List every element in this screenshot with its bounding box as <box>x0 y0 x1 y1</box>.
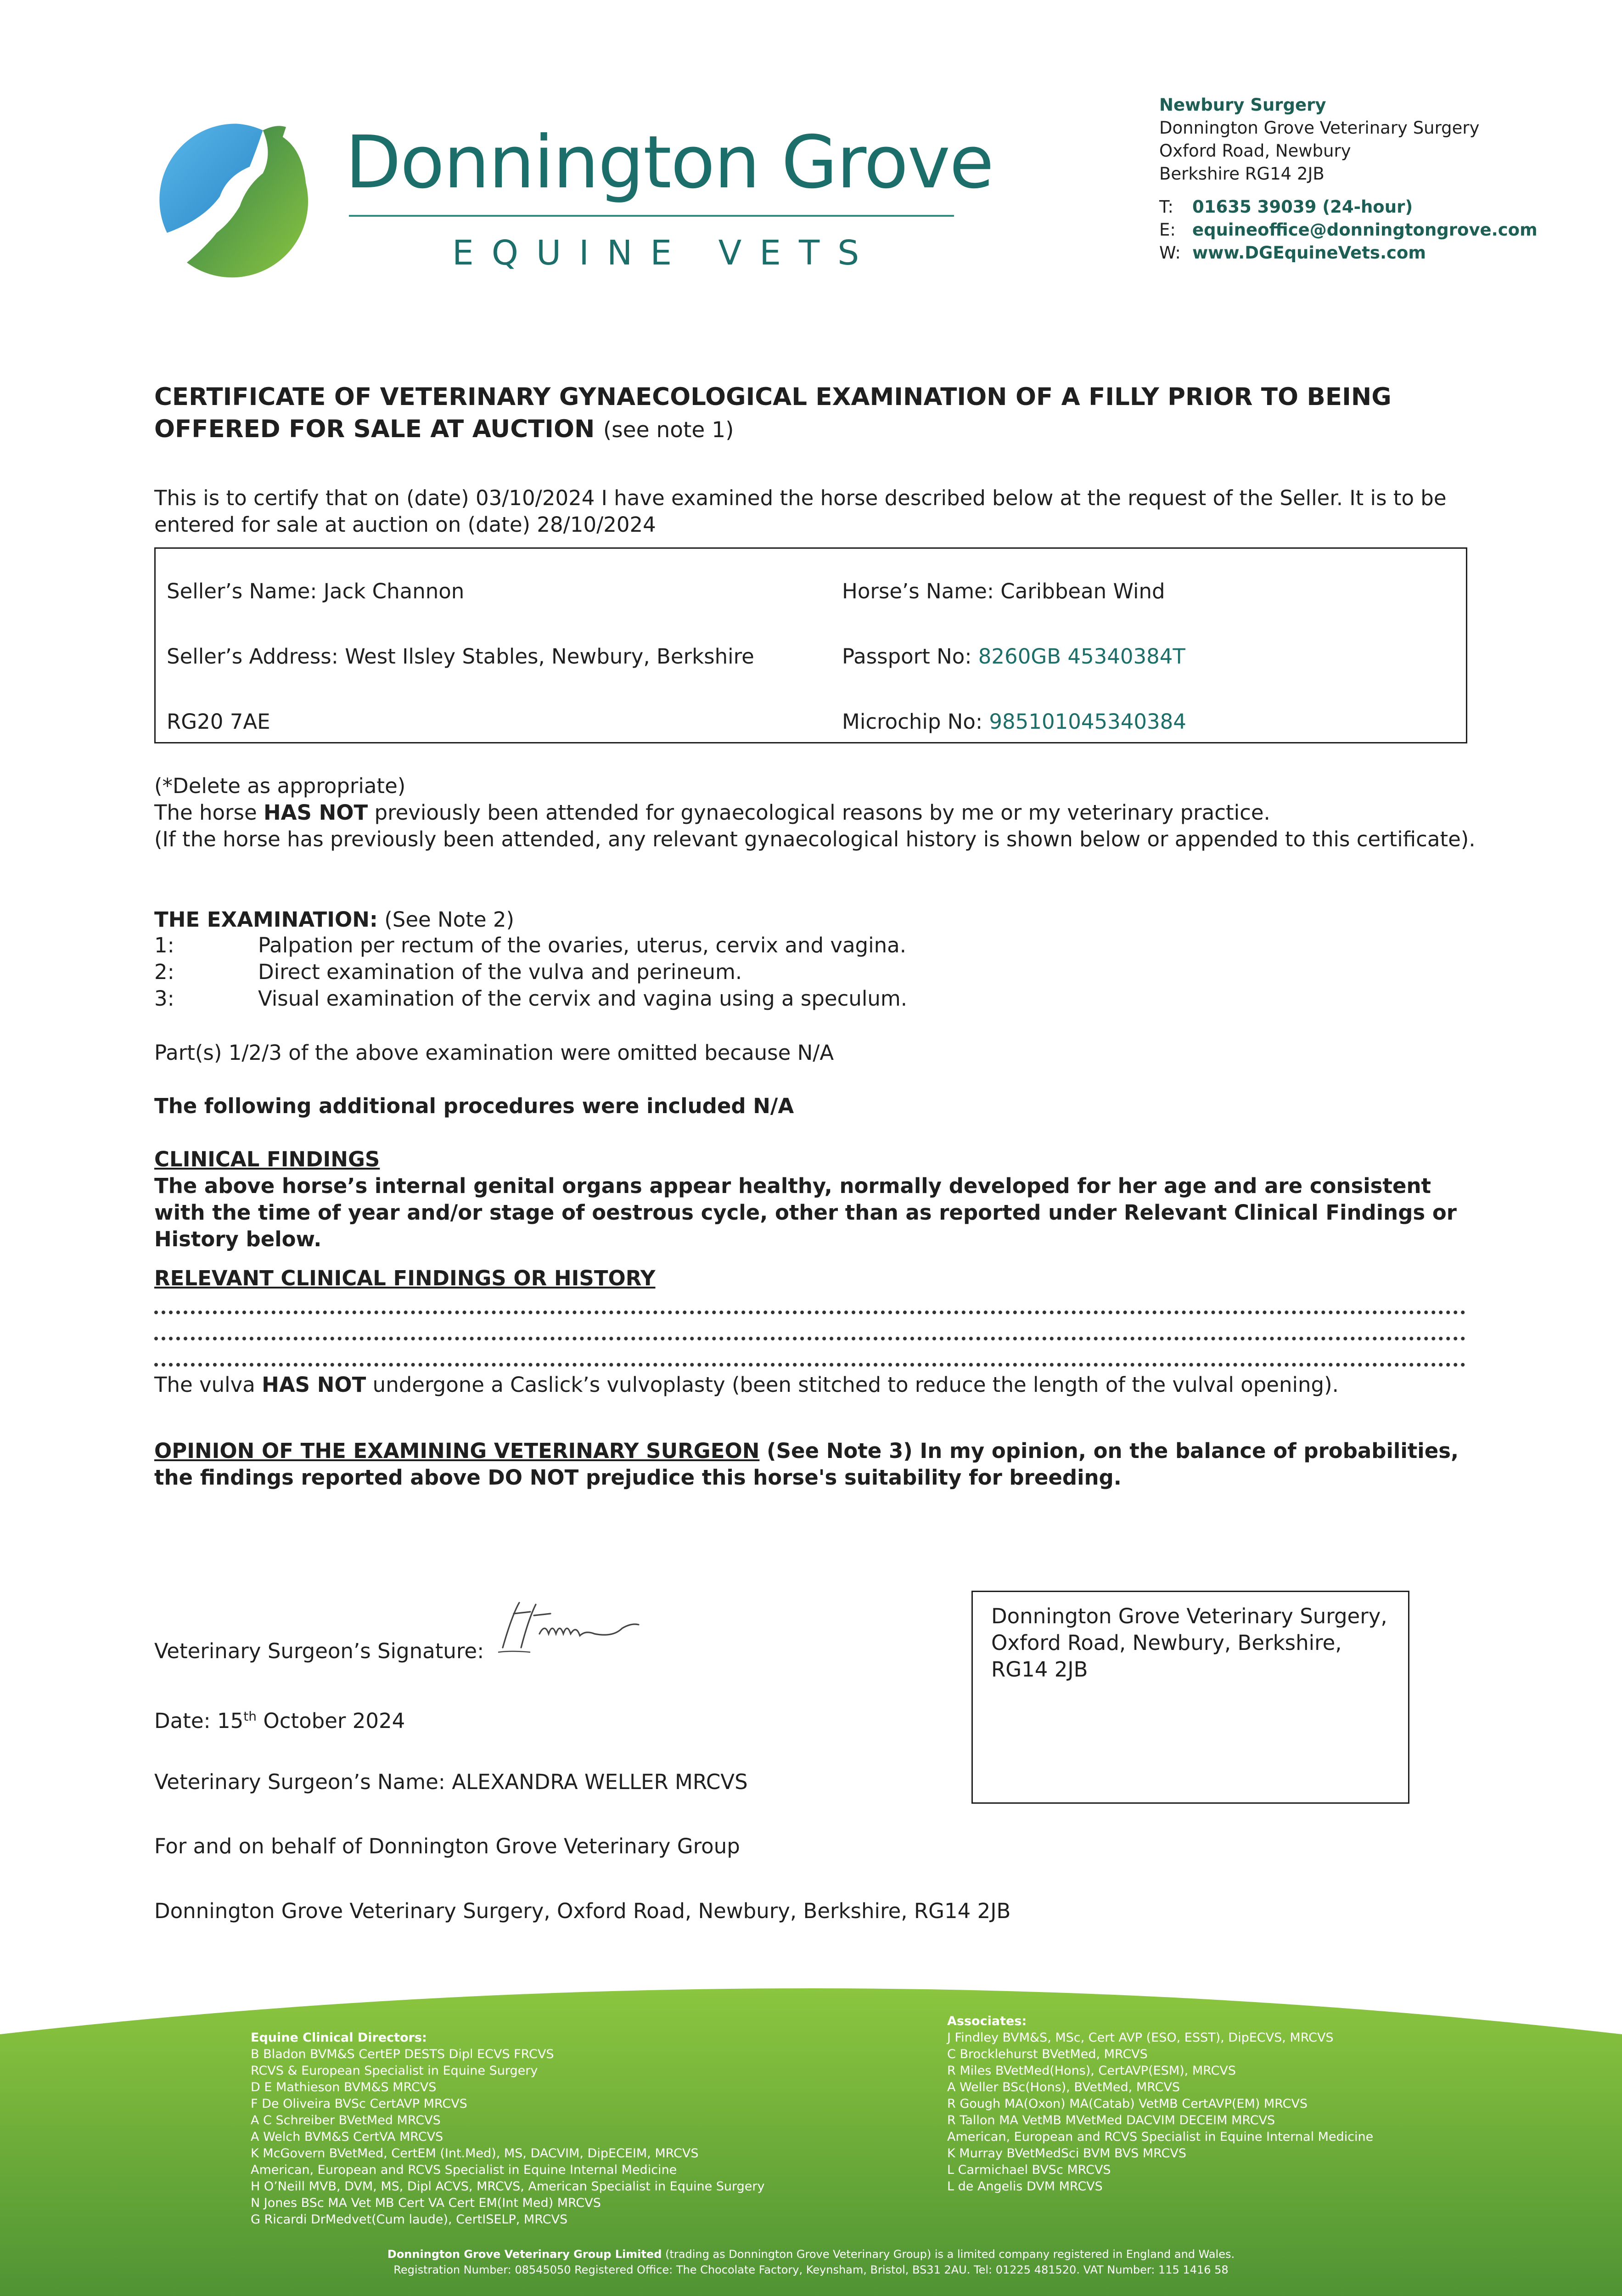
list-item <box>154 985 907 1012</box>
address-line: Berkshire RG14 2JB <box>1159 164 1325 184</box>
list-item: J Findley BVM&S, MSc, Cert AVP (ESO, ESST), DipECVS, MRCVS <box>947 2031 1334 2045</box>
microchip-field <box>842 709 1186 734</box>
directors-heading: Equine Clinical Directors: <box>251 2031 427 2045</box>
step-number: 1: <box>154 933 174 957</box>
address-line: Oxford Road, Newbury <box>1159 141 1351 161</box>
vulva-text: undergone a Caslick’s vulvoplasty (been stitched to reduce the length of the vulval opening). <box>372 1373 1339 1397</box>
passport-field <box>842 644 1185 669</box>
phone-label: T: <box>1159 197 1174 217</box>
examination-list <box>154 932 907 1012</box>
seller-address-label: Seller’s Address: <box>167 644 338 669</box>
list-item: R Gough MA(Oxon) MA(Catab) VetMB CertAVP(EM) MRCVS <box>947 2097 1308 2111</box>
practice-address: Donnington Grove Veterinary Surgery, Oxford Road, Newbury, Berkshire, RG14 2JB <box>154 1899 1011 1923</box>
opinion-text: (See Note 3) In my opinion, on the balance of probabilities, the findings reported above DO NOT prejudice this horse's suitability for breeding. <box>154 1439 1459 1490</box>
email-link[interactable]: equineoffice@donningtongrove.com <box>1192 220 1538 240</box>
website-link[interactable]: www.DGEquineVets.com <box>1192 243 1426 263</box>
horse-name-label: Horse’s Name: <box>842 579 994 603</box>
list-item: L Carmichael BVSc MRCVS <box>947 2163 1111 2177</box>
step-number: 2: <box>154 960 174 984</box>
clinical-findings-heading: CLINICAL FINDINGS <box>154 1147 380 1171</box>
seller-name-value: Jack Channon <box>323 579 465 603</box>
examination-heading <box>154 906 514 933</box>
address-line: Donnington Grove Veterinary Surgery <box>1159 118 1480 138</box>
step-number: 3: <box>154 986 174 1011</box>
legal-footer <box>0 2246 1622 2278</box>
footer-background <box>0 1961 1622 2296</box>
list-item: R Miles BVetMed(Hons), CertAVP(ESM), MRCVS <box>947 2064 1236 2078</box>
seller-address-field <box>167 644 754 669</box>
list-item: N Jones BSc MA Vet MB Cert VA Cert EM(Int Med) MRCVS <box>251 2196 601 2210</box>
list-item: D E Mathieson BVM&S MRCVS <box>251 2080 437 2094</box>
list-item: H O’Neill MVB, DVM, MS, Dipl ACVS, MRCVS, American Specialist in Equine Surgery <box>251 2179 765 2194</box>
list-item: C Brocklehurst BVetMed, MRCVS <box>947 2047 1148 2061</box>
horse-info-box <box>154 547 1467 743</box>
surgeon-name: Veterinary Surgeon’s Name: ALEXANDRA WELLER MRCVS <box>154 1770 748 1794</box>
list-item: B Bladon BVM&S CertEP DESTS Dipl ECVS FRCVS <box>251 2047 554 2061</box>
logo-mark-icon <box>154 117 319 282</box>
list-item: F De Oliveira BVSc CertAVP MRCVS <box>251 2097 467 2111</box>
web-label: W: <box>1159 243 1181 263</box>
horse-name-field <box>842 579 1165 603</box>
relevant-findings-heading: RELEVANT CLINICAL FINDINGS OR HISTORY <box>154 1266 656 1290</box>
logo-title: Donnington Grove <box>345 120 993 205</box>
dotted-line <box>154 1359 1465 1367</box>
list-item: K Murray BVetMedSci BVM BVS MRCVS <box>947 2146 1187 2161</box>
horse-name-value: Caribbean Wind <box>1000 579 1165 603</box>
history-text: The horse <box>154 800 257 825</box>
phone-number[interactable]: 01635 39039 (24-hour) <box>1192 197 1413 217</box>
list-item <box>154 932 907 959</box>
associates-heading: Associates: <box>947 2014 1027 2028</box>
on-behalf-of: For and on behalf of Donnington Grove Veterinary Group <box>154 1834 740 1858</box>
delete-note: (*Delete as appropriate) <box>154 774 406 798</box>
list-item: K McGovern BVetMed, CertEM (Int.Med), MS, DACVIM, DipECEIM, MRCVS <box>251 2146 699 2161</box>
certificate-title-text: CERTIFICATE OF VETERINARY GYNAECOLOGICAL EXAMINATION OF A FILLY PRIOR TO BEING OFFERED FOR SALE AT AUCTION <box>154 383 1392 443</box>
list-item: American, European and RCVS Specialist in Equine Internal Medicine <box>947 2130 1374 2144</box>
signature-label: Veterinary Surgeon’s Signature: <box>154 1639 484 1663</box>
list-item <box>154 959 907 985</box>
list-item: A C Schreiber BVetMed MRCVS <box>251 2113 441 2127</box>
surgery-name: Newbury Surgery <box>1159 95 1326 115</box>
history-text: previously been attended for gynaecological reasons by me or my veterinary practice. <box>374 800 1270 825</box>
list-item: G Ricardi DrMedvet(Cum laude), CertISELP, MRCVS <box>251 2212 568 2227</box>
list-item: RCVS & European Specialist in Equine Surgery <box>251 2064 538 2078</box>
legal-line: Registration Number: 08545050 Registered Office: The Chocolate Factory, Keynsham, Bristol, BS31 2AU. Tel: 01225 481520. VAT Number: 115 1416 58 <box>393 2263 1229 2276</box>
clinical-directors-list <box>251 2030 765 2228</box>
step-text: Direct examination of the vulva and perineum. <box>258 960 742 984</box>
seller-address-value: West Ilsley Stables, Newbury, Berkshire <box>345 644 754 669</box>
opinion-paragraph <box>154 1438 1476 1491</box>
vulva-emphasis: HAS NOT <box>262 1373 366 1397</box>
dotted-line <box>154 1307 1465 1314</box>
passport-value: 8260GB 45340384T <box>978 644 1185 669</box>
date-suffix: th <box>243 1709 257 1724</box>
examination-heading-note: (See Note 2) <box>384 907 515 932</box>
list-item: R Tallon MA VetMB MVetMed DACVIM DECEIM MRCVS <box>947 2113 1275 2127</box>
contact-block <box>1159 94 1538 264</box>
list-item: L de Angelis DVM MRCVS <box>947 2179 1103 2194</box>
history-statement <box>154 799 1476 826</box>
intro-paragraph: This is to certify that on (date) 03/10/2024 I have examined the horse described below at the request of the Seller. It is to be entered for sale at auction on (date) 28/10/2024 <box>154 486 1447 537</box>
seller-name-label: Seller’s Name: <box>167 579 317 603</box>
vulva-text: The vulva <box>154 1373 255 1397</box>
examination-heading-text: THE EXAMINATION: <box>154 907 378 932</box>
opinion-heading: OPINION OF THE EXAMINING VETERINARY SURGEON <box>154 1439 760 1463</box>
dotted-line <box>154 1333 1465 1340</box>
step-text: Visual examination of the cervix and vagina using a speculum. <box>258 986 908 1011</box>
seller-postcode: RG20 7AE <box>167 709 270 734</box>
seller-name-field <box>167 579 464 603</box>
certificate-title <box>154 381 1486 446</box>
list-item: A Weller BSc(Hons), BVetMed, MRCVS <box>947 2080 1180 2094</box>
legal-text: (trading as Donnington Grove Veterinary Group) is a limited company registered in England and Wales. <box>665 2248 1235 2261</box>
logo-subtitle: EQUINE VETS <box>452 233 877 273</box>
associates-list <box>947 2013 1373 2195</box>
email-label: E: <box>1159 220 1176 240</box>
signature-image <box>494 1597 650 1657</box>
passport-label: Passport No: <box>842 644 972 669</box>
list-item: A Welch BVM&S CertVA MRCVS <box>251 2130 443 2144</box>
omitted-parts: Part(s) 1/2/3 of the above examination were omitted because N/A <box>154 1041 834 1065</box>
history-emphasis: HAS NOT <box>264 800 368 825</box>
step-text: Palpation per rectum of the ovaries, uterus, cervix and vagina. <box>258 933 907 957</box>
practice-stamp-box: Donnington Grove Veterinary Surgery, Oxford Road, Newbury, Berkshire, RG14 2JB <box>971 1591 1409 1804</box>
list-item: American, European and RCVS Specialist in Equine Internal Medicine <box>251 2163 677 2177</box>
date-text: Date: 15 <box>154 1709 244 1733</box>
clinical-findings-text: The above horse’s internal genital organs appear healthy, normally developed for her age and are consistent with the time of year and/or stage of oestrous cycle, other than as reported under Relevant Clinical Findings or History below. <box>154 1174 1457 1251</box>
legal-line <box>0 2246 1622 2262</box>
history-block <box>154 773 1476 853</box>
date-text: October 2024 <box>263 1709 405 1733</box>
vulvoplasty-statement <box>154 1372 1339 1398</box>
company-name: Donnington Grove Veterinary Group Limited <box>387 2248 662 2261</box>
signature-date <box>154 1703 405 1734</box>
logo-divider <box>349 215 954 217</box>
microchip-label: Microchip No: <box>842 709 983 734</box>
additional-procedures: The following additional procedures were included N/A <box>154 1094 794 1118</box>
certificate-title-note: (see note 1) <box>603 417 734 443</box>
microchip-value: 985101045340384 <box>989 709 1186 734</box>
history-note: (If the horse has previously been attended, any relevant gynaecological history is shown below or appended to this certificate). <box>154 827 1476 851</box>
